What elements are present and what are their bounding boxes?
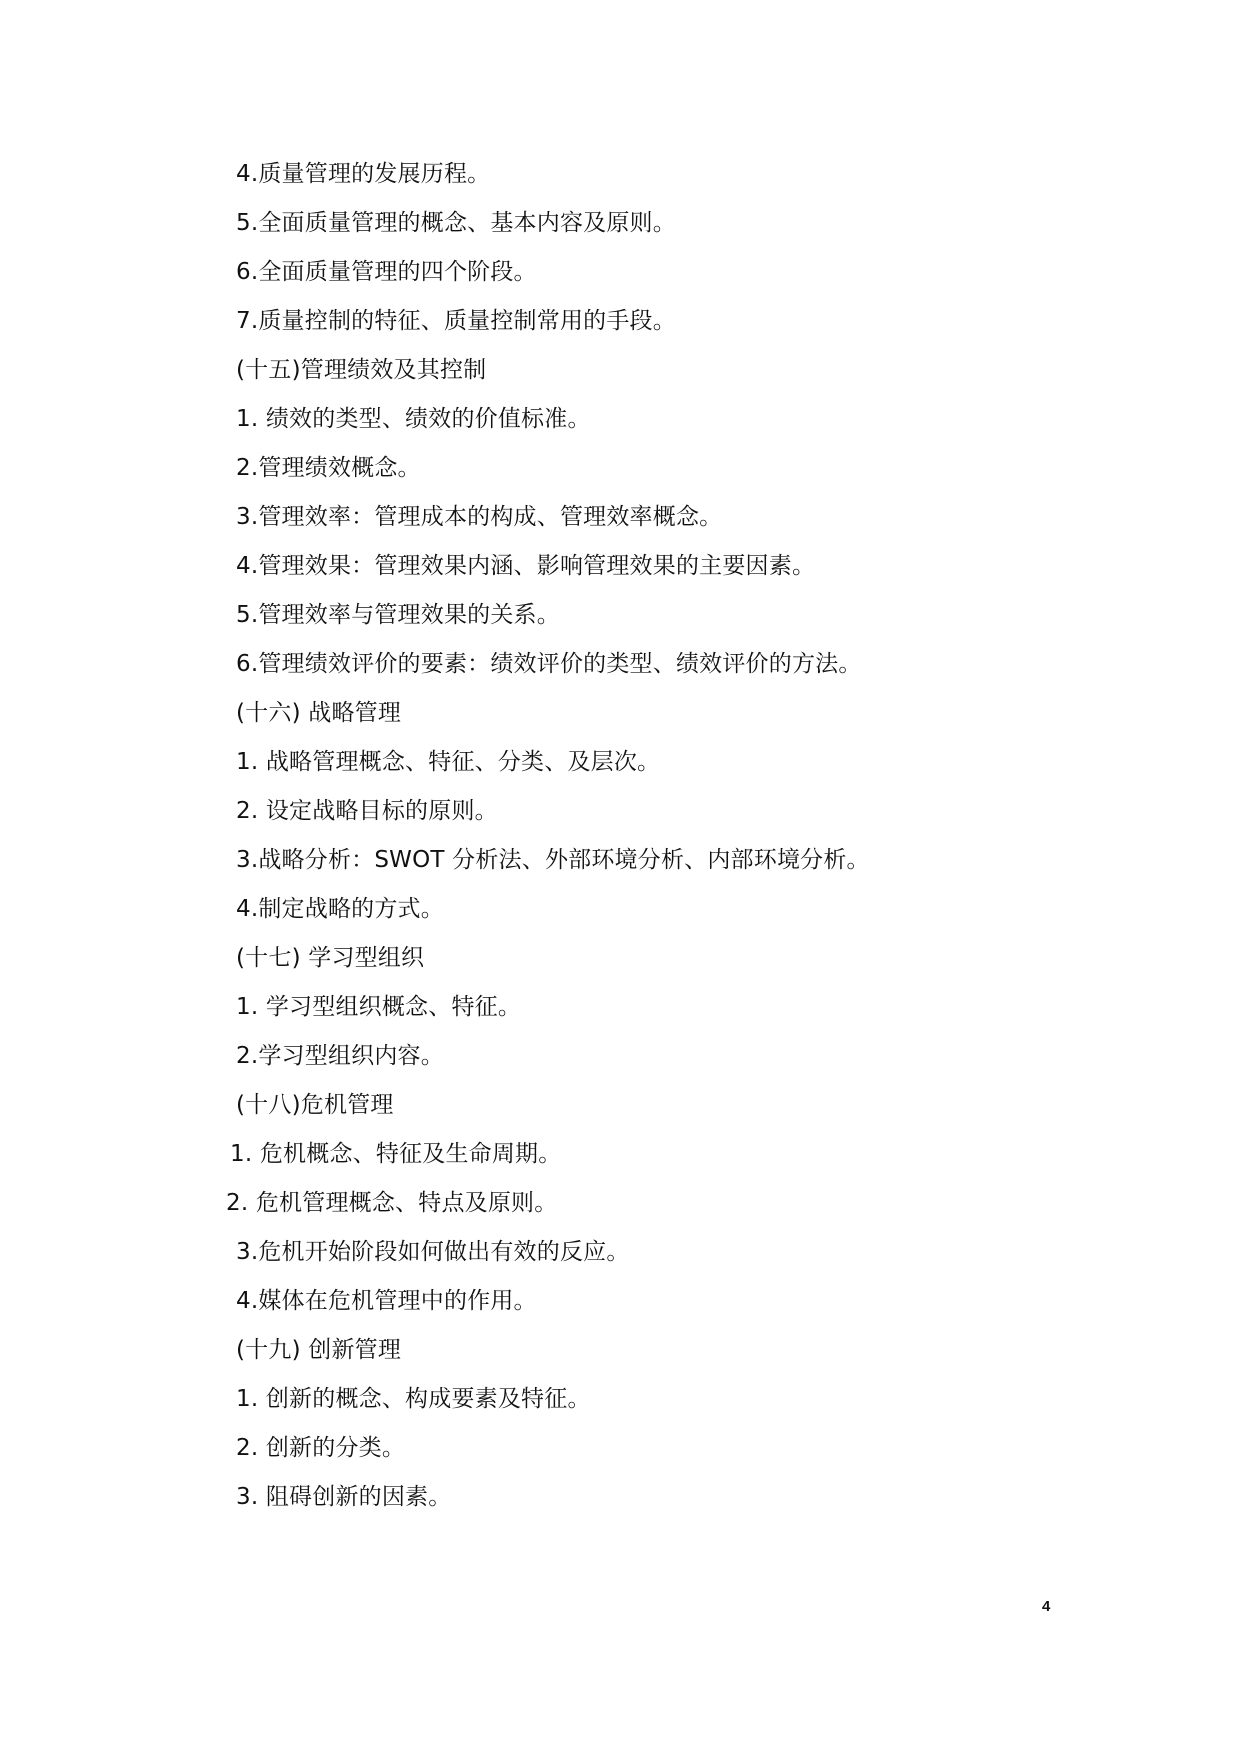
list-item: 7.质量控制的特征、质量控制常用的手段。 — [236, 308, 676, 334]
list-item: 2. 创新的分类。 — [236, 1435, 406, 1461]
section-heading: (十八)危机管理 — [236, 1092, 394, 1118]
list-item: 4.制定战略的方式。 — [236, 896, 444, 922]
list-item: 3.战略分析：SWOT 分析法、外部环境分析、内部环境分析。 — [236, 847, 870, 873]
list-item: 6.管理绩效评价的要素：绩效评价的类型、绩效评价的方法。 — [236, 651, 862, 677]
page-number: 4 — [1042, 1598, 1051, 1615]
list-item: 2. 危机管理概念、特点及原则。 — [226, 1190, 558, 1216]
section-heading: (十六) 战略管理 — [236, 700, 402, 726]
list-item: 1. 战略管理概念、特征、分类、及层次。 — [236, 749, 661, 775]
list-item: 3.管理效率：管理成本的构成、管理效率概念。 — [236, 504, 723, 530]
section-heading: (十七) 学习型组织 — [236, 945, 425, 971]
list-item: 4.媒体在危机管理中的作用。 — [236, 1288, 537, 1314]
list-item: 4.管理效果：管理效果内涵、影响管理效果的主要因素。 — [236, 553, 816, 579]
section-heading: (十九) 创新管理 — [236, 1337, 402, 1363]
list-item: 2. 设定战略目标的原则。 — [236, 798, 498, 824]
list-item: 5.管理效率与管理效果的关系。 — [236, 602, 560, 628]
list-item: 2.学习型组织内容。 — [236, 1043, 444, 1069]
list-item: 3.危机开始阶段如何做出有效的反应。 — [236, 1239, 630, 1265]
list-item: 1. 学习型组织概念、特征。 — [236, 994, 522, 1020]
list-item: 5.全面质量管理的概念、基本内容及原则。 — [236, 210, 676, 236]
list-item: 6.全面质量管理的四个阶段。 — [236, 259, 537, 285]
list-item: 1. 危机概念、特征及生命周期。 — [230, 1141, 562, 1167]
list-item: 4.质量管理的发展历程。 — [236, 161, 491, 187]
section-heading: (十五)管理绩效及其控制 — [236, 357, 487, 383]
list-item: 3. 阻碍创新的因素。 — [236, 1484, 452, 1510]
list-item: 1. 创新的概念、构成要素及特征。 — [236, 1386, 591, 1412]
list-item: 2.管理绩效概念。 — [236, 455, 421, 481]
list-item: 1. 绩效的类型、绩效的价值标准。 — [236, 406, 591, 432]
document-body — [226, 150, 1136, 1522]
